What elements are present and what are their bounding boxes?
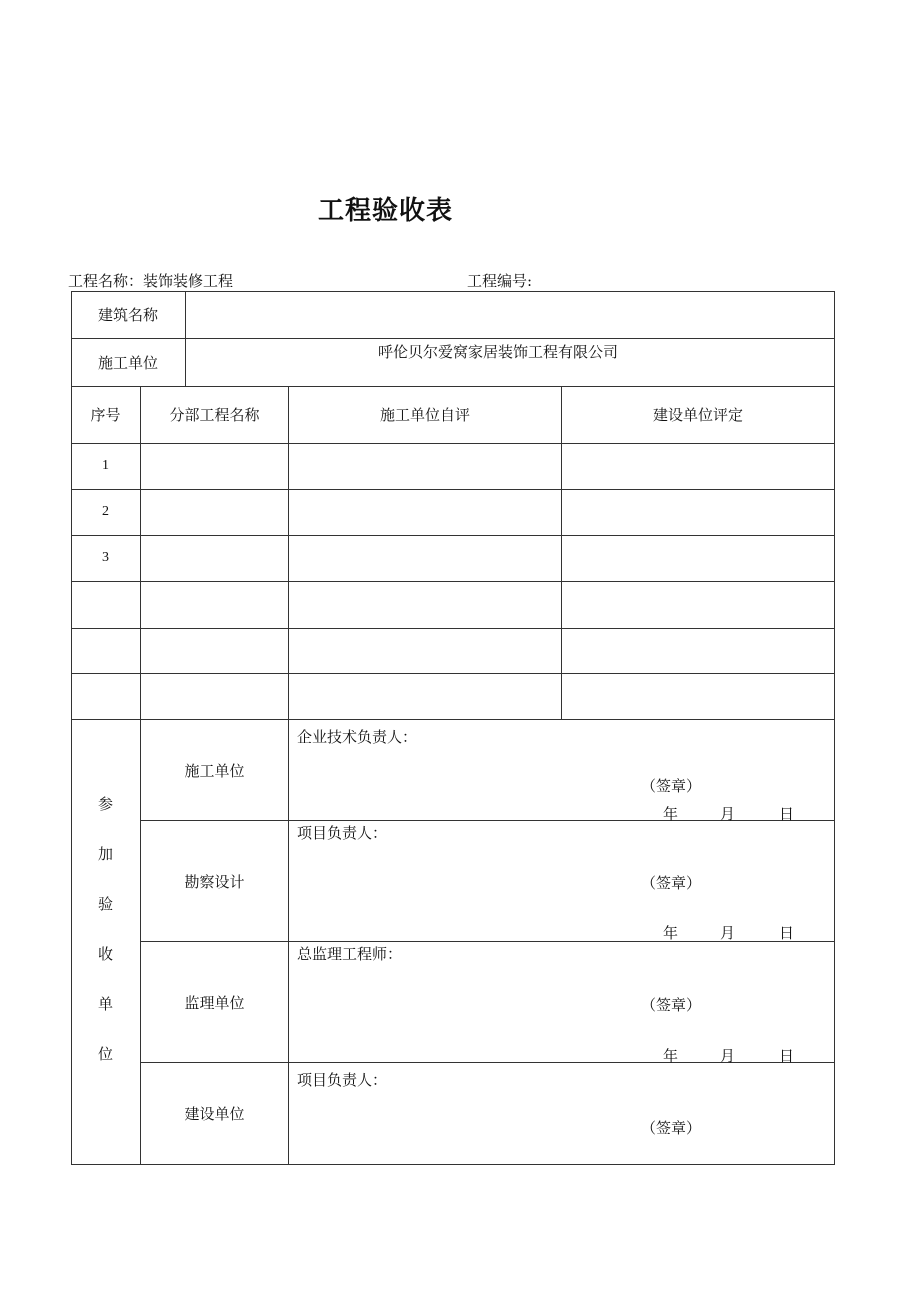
group-label-char: 单 xyxy=(97,995,113,1013)
header-part-name: 分部工程名称 xyxy=(169,406,260,424)
building-name-value xyxy=(186,291,834,338)
row-number: 3 xyxy=(102,550,109,565)
date-day: 日 xyxy=(779,1047,795,1065)
seal-label: （签章） xyxy=(641,777,702,795)
row-owner-eval xyxy=(562,489,834,535)
row-part-name xyxy=(141,443,288,489)
project-name-label: 工程名称：装饰装修工程 xyxy=(68,272,234,290)
building-name-label: 建筑名称 xyxy=(97,306,158,324)
row-owner-eval xyxy=(562,535,834,581)
signer-label: 企业技术负责人： xyxy=(297,728,418,746)
row-part-name xyxy=(141,489,288,535)
date-month: 月 xyxy=(720,805,736,823)
unit-label-construction: 施工单位 xyxy=(184,761,245,780)
row-number xyxy=(71,581,140,628)
date-day: 日 xyxy=(779,805,795,823)
row-owner-eval xyxy=(562,628,834,673)
row-self-eval xyxy=(289,581,561,628)
unit-label-owner: 建设单位 xyxy=(184,1105,245,1123)
row-part-name xyxy=(141,628,288,673)
row-part-name xyxy=(141,581,288,628)
date-day: 日 xyxy=(779,924,795,942)
row-part-name xyxy=(141,673,288,719)
seal-label: （签章） xyxy=(641,996,702,1014)
row-owner-eval xyxy=(562,581,834,628)
row-self-eval xyxy=(289,628,561,673)
row-part-name xyxy=(141,535,288,581)
row-self-eval xyxy=(289,673,561,719)
signer-label: 总监理工程师： xyxy=(297,945,403,963)
signer-label: 项目负责人： xyxy=(297,824,388,842)
date-year: 年 xyxy=(663,1047,679,1065)
unit-label-supervision: 监理单位 xyxy=(184,993,245,1012)
header-owner-eval: 建设单位评定 xyxy=(652,406,743,424)
group-label-char: 收 xyxy=(97,945,113,963)
unit-label-survey-design: 勘察设计 xyxy=(184,872,245,891)
row-owner-eval xyxy=(562,673,834,719)
signer-label: 项目负责人： xyxy=(297,1071,388,1089)
table-border-right xyxy=(834,291,835,1165)
row-number: 2 xyxy=(102,504,109,519)
group-label-char: 加 xyxy=(97,845,113,863)
date-month: 月 xyxy=(720,924,736,942)
row-owner-eval xyxy=(562,443,834,489)
header-self-eval: 施工单位自评 xyxy=(379,406,470,424)
group-label-char: 位 xyxy=(97,1045,113,1063)
row-self-eval xyxy=(289,535,561,581)
date-month: 月 xyxy=(720,1047,736,1065)
row-number xyxy=(71,673,140,719)
contractor-label: 施工单位 xyxy=(97,353,158,372)
header-no: 序号 xyxy=(90,406,121,424)
group-label-char: 参 xyxy=(97,795,113,813)
row-self-eval xyxy=(289,489,561,535)
row-number xyxy=(71,628,140,673)
contractor-value: 呼伦贝尔爱窝家居装饰工程有限公司 xyxy=(378,343,619,361)
date-year: 年 xyxy=(663,805,679,823)
document-title: 工程验收表 xyxy=(318,196,454,226)
seal-label: （签章） xyxy=(641,874,702,892)
project-number-label: 工程编号: xyxy=(467,272,533,290)
row-number: 1 xyxy=(102,458,109,473)
date-year: 年 xyxy=(663,924,679,942)
table-border-bottom xyxy=(71,1164,835,1165)
row-self-eval xyxy=(289,443,561,489)
seal-label: （签章） xyxy=(641,1119,702,1137)
group-label-char: 验 xyxy=(97,895,113,913)
